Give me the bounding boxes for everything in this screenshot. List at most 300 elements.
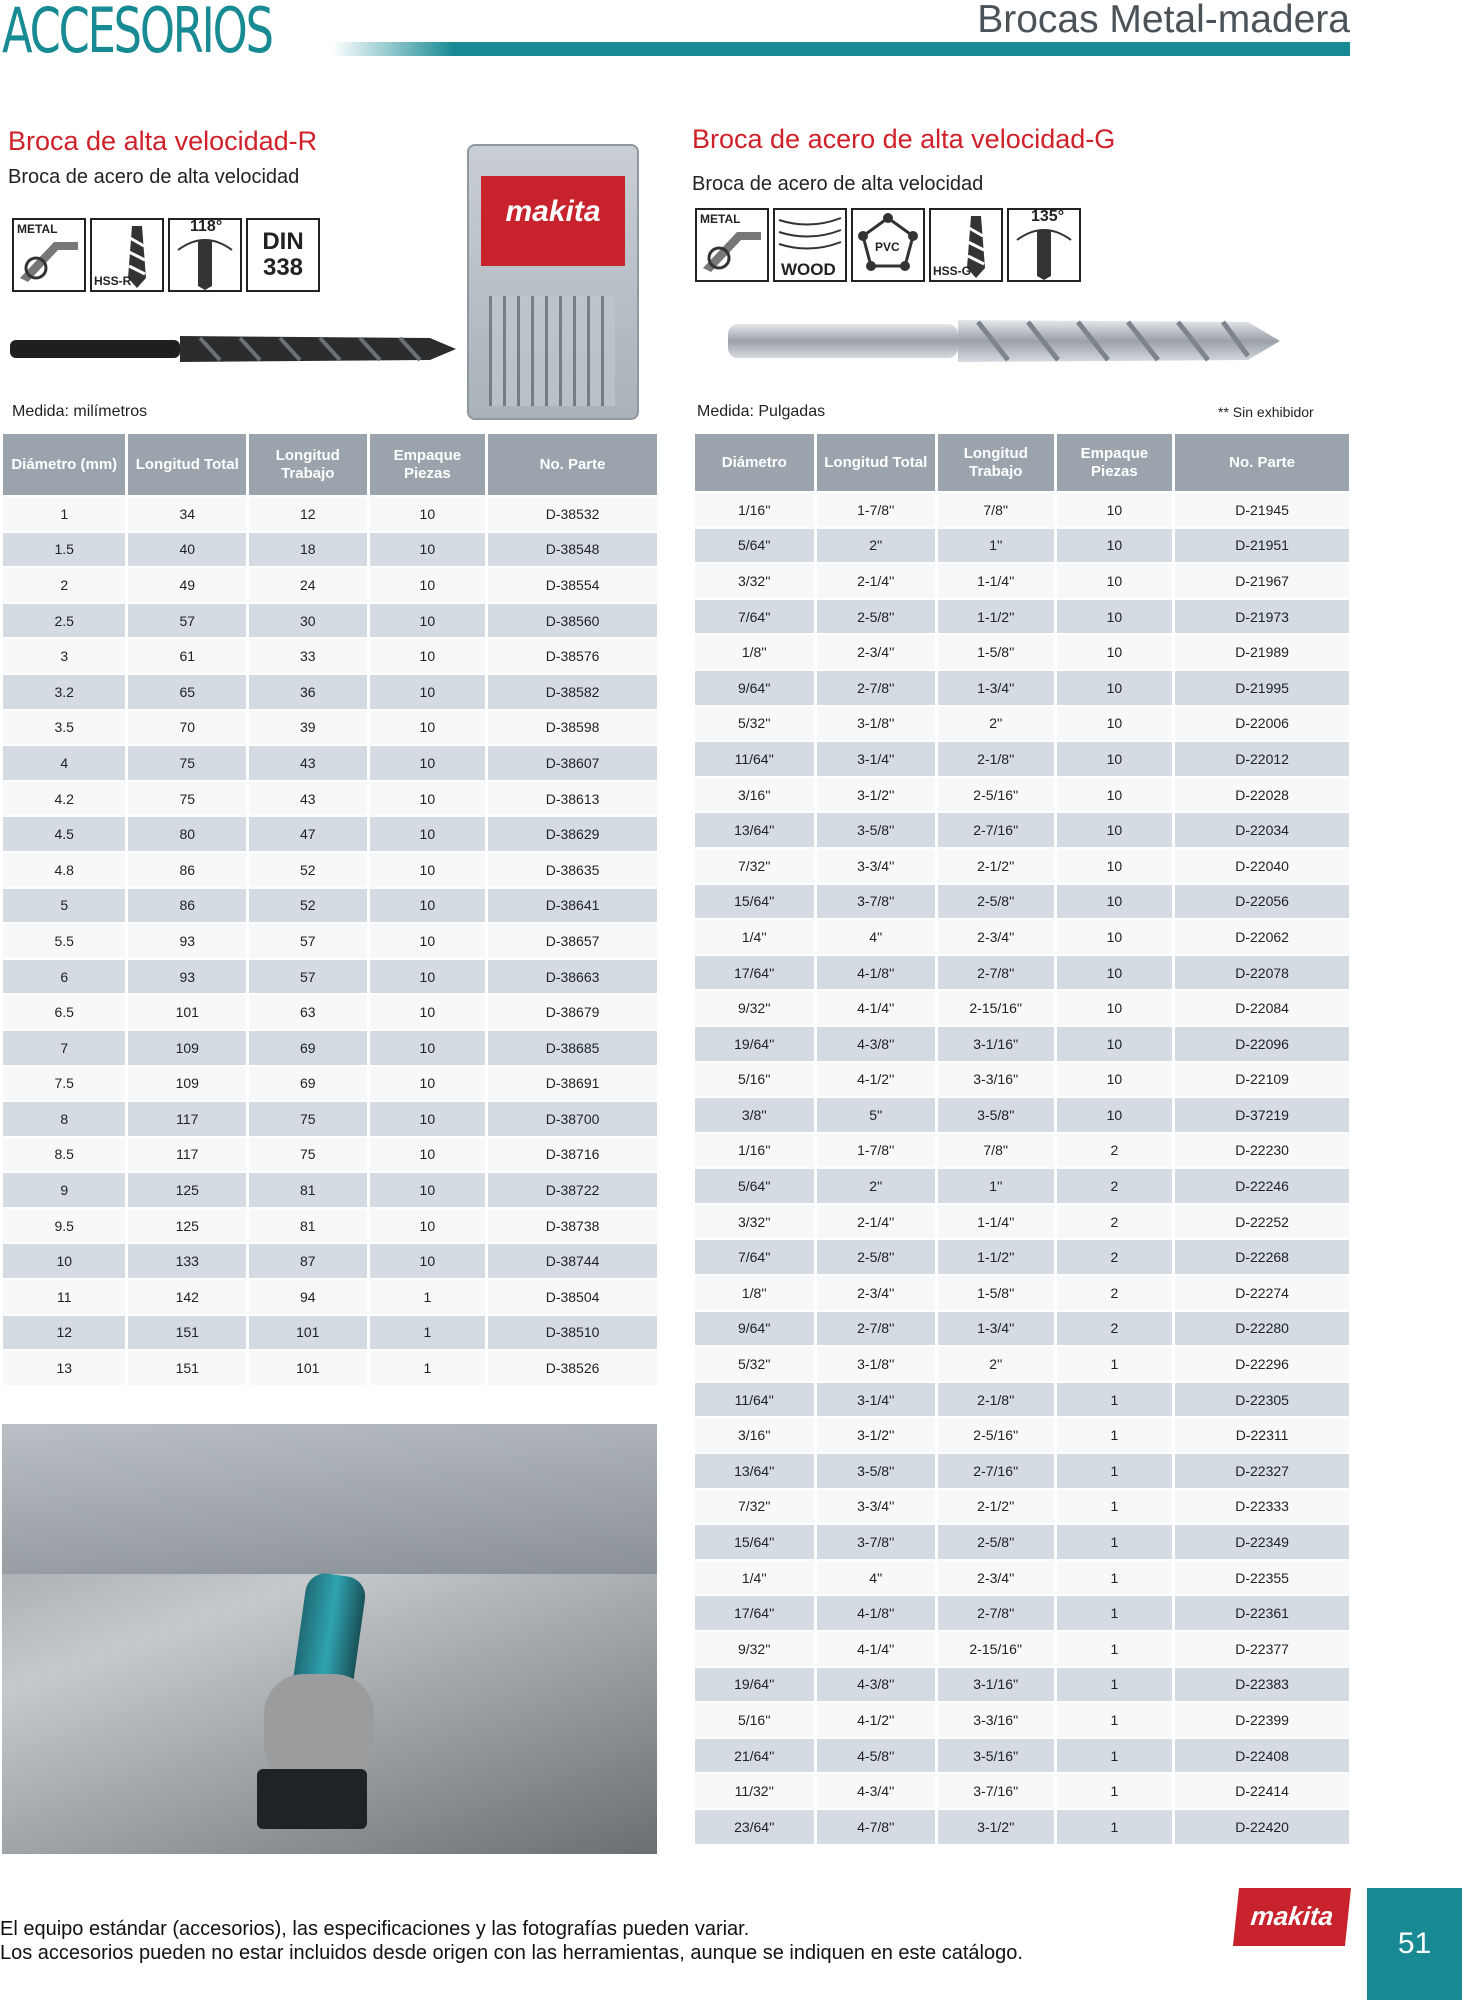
table-cell: D-38629 [488, 817, 657, 851]
table-cell: 2-5/8'' [817, 600, 936, 634]
table-cell: 13/64'' [695, 1454, 814, 1488]
table-row [3, 639, 657, 673]
column-header: Empaque Piezas [1057, 434, 1173, 491]
table-cell: 10 [370, 1102, 486, 1136]
footer-disclaimer-2: Los accesorios pueden no estar incluidos desde origen con las herramientas, aunque se indiquen en este catálogo. [0, 1942, 1023, 1964]
table-row [3, 817, 657, 851]
table-cell: 1 [1057, 1632, 1173, 1666]
table-cell: 4.8 [3, 853, 125, 887]
table-row [695, 493, 1349, 527]
table-cell: 10 [1057, 920, 1173, 954]
table-cell: 2-5/16'' [938, 778, 1054, 812]
table-cell: 5/16'' [695, 1703, 814, 1737]
right-product-title: Broca de acero de alta velocidad-G [692, 124, 1116, 154]
table-row [695, 885, 1349, 919]
table-cell: 80 [128, 817, 246, 851]
column-header: Longitud Trabajo [938, 434, 1054, 491]
table-cell: D-38504 [488, 1280, 657, 1314]
table-cell: 9/64'' [695, 1312, 814, 1346]
table-cell: 3-5/8'' [938, 1098, 1054, 1132]
table-cell: 10 [1057, 956, 1173, 990]
table-cell: 1-3/4'' [938, 1312, 1054, 1346]
table-row [695, 1490, 1349, 1524]
table-cell: 2 [1057, 1205, 1173, 1239]
table-cell: 101 [249, 1316, 367, 1350]
table-cell: 10 [1057, 635, 1173, 669]
table-cell: 3/32'' [695, 1205, 814, 1239]
section-title: Brocas Metal-madera [977, 0, 1350, 41]
table-cell: 10 [370, 711, 486, 745]
table-row [695, 1668, 1349, 1702]
table-cell: D-21967 [1175, 564, 1349, 598]
table-cell: D-38685 [488, 1031, 657, 1065]
table-cell: 3.5 [3, 711, 125, 745]
column-header: No. Parte [1175, 434, 1349, 491]
table-cell: 87 [249, 1244, 367, 1278]
table-cell: 10 [370, 1067, 486, 1101]
table-row [695, 742, 1349, 776]
table-cell: D-38691 [488, 1067, 657, 1101]
table-cell: D-22252 [1175, 1205, 1349, 1239]
table-cell: 2 [1057, 1276, 1173, 1310]
table-cell: D-38663 [488, 960, 657, 994]
table-cell: 1 [1057, 1561, 1173, 1595]
table-cell: 10 [1057, 849, 1173, 883]
table-cell: 10 [370, 639, 486, 673]
hss-r-icon: HSS-R [90, 218, 164, 292]
photo-ceiling [2, 1424, 657, 1574]
table-cell: 5.5 [3, 924, 125, 958]
table-cell: 3-1/8'' [817, 707, 936, 741]
table-cell: 36 [249, 675, 367, 709]
no-display-note: ** Sin exhibidor [1218, 404, 1314, 420]
footer-disclaimer-1: El equipo estándar (accesorios), las especificaciones y las fotografías pueden variar. [0, 1918, 750, 1940]
table-cell: D-21989 [1175, 635, 1349, 669]
table-row [3, 1316, 657, 1350]
table-cell: 2 [3, 568, 125, 602]
table-cell: D-22109 [1175, 1063, 1349, 1097]
table-cell: D-22274 [1175, 1276, 1349, 1310]
table-row [695, 920, 1349, 954]
table-row [695, 1098, 1349, 1132]
table-cell: 4-3/4'' [817, 1774, 936, 1808]
table-row [695, 1525, 1349, 1559]
table-row [695, 1739, 1349, 1773]
table-cell: 10 [1057, 1027, 1173, 1061]
makita-logo: makita [1233, 1888, 1351, 1946]
hss-g-icon: HSS-G [929, 208, 1003, 282]
table-cell: 3-3/16'' [938, 1063, 1054, 1097]
table-row [3, 1138, 657, 1172]
table-cell: 10 [370, 533, 486, 567]
table-cell: 7/64'' [695, 1240, 814, 1274]
angle-icon: 118° [168, 218, 242, 292]
table-cell: 10 [370, 995, 486, 1029]
table-cell: D-22296 [1175, 1347, 1349, 1381]
table-cell: 125 [128, 1173, 246, 1207]
table-cell: 10 [370, 1138, 486, 1172]
column-header: Longitud Total [128, 434, 246, 495]
table-cell: 10 [370, 889, 486, 923]
column-header: Longitud Total [817, 434, 936, 491]
table-cell: 10 [1057, 742, 1173, 776]
metal-icon: METAL [695, 208, 769, 282]
table-cell: D-21945 [1175, 493, 1349, 527]
table-cell: 2-1/2'' [938, 1490, 1054, 1524]
table-cell: 2'' [817, 529, 936, 563]
table-cell: 1-1/4'' [938, 564, 1054, 598]
table-cell: 13 [3, 1351, 125, 1385]
table-cell: 3-5/16'' [938, 1739, 1054, 1773]
table-cell: D-22028 [1175, 778, 1349, 812]
table-row [3, 568, 657, 602]
table-cell: 2-1/4'' [817, 564, 936, 598]
table-cell: 2-7/8'' [938, 1596, 1054, 1630]
table-row [695, 778, 1349, 812]
table-cell: D-38641 [488, 889, 657, 923]
table-cell: D-38613 [488, 782, 657, 816]
table-cell: D-21951 [1175, 529, 1349, 563]
table-cell: D-22383 [1175, 1668, 1349, 1702]
table-cell: 5 [3, 889, 125, 923]
table-cell: 4'' [817, 920, 936, 954]
table-cell: 3-5/8'' [817, 813, 936, 847]
table-row [3, 711, 657, 745]
right-drill-bit-image [728, 316, 1280, 366]
table-cell: 10 [370, 817, 486, 851]
table-cell: D-37219 [1175, 1098, 1349, 1132]
table-row [3, 1280, 657, 1314]
table-row [695, 1134, 1349, 1168]
table-cell: D-38554 [488, 568, 657, 602]
table-cell: 34 [128, 497, 246, 531]
table-row [695, 671, 1349, 705]
package-brand: makita [481, 176, 625, 266]
table-row [695, 1774, 1349, 1808]
table-row [695, 635, 1349, 669]
package-bits [489, 296, 615, 406]
table-cell: 1 [370, 1280, 486, 1314]
table-row [695, 813, 1349, 847]
table-cell: 2-7/8'' [817, 1312, 936, 1346]
table-cell: 2-7/16'' [938, 813, 1054, 847]
table-cell: 23/64'' [695, 1810, 814, 1844]
table-cell: 3-1/16'' [938, 1027, 1054, 1061]
table-cell: D-22311 [1175, 1418, 1349, 1452]
table-row [3, 1351, 657, 1385]
column-header: Longitud Trabajo [249, 434, 367, 495]
table-row [3, 889, 657, 923]
column-header: No. Parte [488, 434, 657, 495]
table-cell: D-38526 [488, 1351, 657, 1385]
table-row [3, 675, 657, 709]
table-cell: 57 [249, 960, 367, 994]
table-row [695, 1063, 1349, 1097]
table-cell: 10 [370, 568, 486, 602]
table-cell: D-38738 [488, 1209, 657, 1243]
table-cell: 75 [128, 746, 246, 780]
table-cell: 4-1/8'' [817, 956, 936, 990]
table-cell: 1 [1057, 1774, 1173, 1808]
table-cell: 10 [1057, 991, 1173, 1025]
table-cell: 12 [249, 497, 367, 531]
table-cell: 125 [128, 1209, 246, 1243]
table-cell: 17/64'' [695, 956, 814, 990]
table-cell: 1.5 [3, 533, 125, 567]
table-row [695, 1810, 1349, 1844]
table-row [695, 1276, 1349, 1310]
table-cell: D-38560 [488, 604, 657, 638]
table-row [695, 991, 1349, 1025]
table-cell: 1 [1057, 1525, 1173, 1559]
table-cell: 47 [249, 817, 367, 851]
table-cell: 10 [370, 924, 486, 958]
table-cell: D-22377 [1175, 1632, 1349, 1666]
table-cell: 3-1/2'' [817, 778, 936, 812]
table-cell: 10 [1057, 1098, 1173, 1132]
table-cell: 5/64'' [695, 1169, 814, 1203]
table-cell: 109 [128, 1067, 246, 1101]
table-cell: 4-3/8'' [817, 1027, 936, 1061]
table-cell: 10 [1057, 778, 1173, 812]
table-cell: 9.5 [3, 1209, 125, 1243]
table-row [695, 1312, 1349, 1346]
table-cell: 40 [128, 533, 246, 567]
table-cell: 57 [249, 924, 367, 958]
table-cell: 3-1/2'' [817, 1418, 936, 1452]
table-row [695, 1383, 1349, 1417]
table-cell: 2-1/8'' [938, 742, 1054, 776]
left-product-title: Broca de alta velocidad-R [8, 126, 318, 156]
table-cell: 10 [370, 746, 486, 780]
table-cell: 81 [249, 1209, 367, 1243]
table-cell: 151 [128, 1316, 246, 1350]
table-cell: 151 [128, 1351, 246, 1385]
left-measure-label: Medida: milímetros [12, 403, 148, 420]
table-cell: 17/64'' [695, 1596, 814, 1630]
table-cell: D-38598 [488, 711, 657, 745]
table-cell: 9/64'' [695, 671, 814, 705]
table-cell: 52 [249, 889, 367, 923]
table-cell: 1 [3, 497, 125, 531]
table-cell: 5/16'' [695, 1063, 814, 1097]
table-row [3, 533, 657, 567]
table-cell: 1 [1057, 1383, 1173, 1417]
table-cell: 2-3/4'' [938, 1561, 1054, 1595]
table-cell: 19/64'' [695, 1668, 814, 1702]
table-row [695, 1418, 1349, 1452]
table-cell: 2'' [817, 1169, 936, 1203]
category-title: ACCESORIOS [2, 0, 272, 67]
table-cell: D-22420 [1175, 1810, 1349, 1844]
table-cell: D-22280 [1175, 1312, 1349, 1346]
table-cell: 10 [370, 853, 486, 887]
table-cell: 1/8'' [695, 635, 814, 669]
table-cell: 1/16'' [695, 1134, 814, 1168]
angle-icon: 135° [1007, 208, 1081, 282]
table-cell: 10 [370, 1173, 486, 1207]
table-cell: D-22414 [1175, 1774, 1349, 1808]
header-bar [332, 42, 1350, 56]
table-cell: 4-3/8'' [817, 1668, 936, 1702]
table-cell: 1 [1057, 1490, 1173, 1524]
table-row [695, 1454, 1349, 1488]
table-cell: D-22333 [1175, 1490, 1349, 1524]
table-row [3, 782, 657, 816]
left-feature-icons [12, 218, 320, 292]
table-cell: D-38744 [488, 1244, 657, 1278]
table-cell: 3-1/4'' [817, 1383, 936, 1417]
left-product-subtitle: Broca de acero de alta velocidad [8, 166, 300, 188]
table-cell: 2-5/8'' [817, 1240, 936, 1274]
table-cell: D-22355 [1175, 1561, 1349, 1595]
table-cell: D-22408 [1175, 1739, 1349, 1773]
table-cell: 1 [1057, 1347, 1173, 1381]
table-cell: 2-7/16'' [938, 1454, 1054, 1488]
table-cell: 3-7/8'' [817, 885, 936, 919]
table-cell: 2-3/4'' [817, 1276, 936, 1310]
table-cell: 7/32'' [695, 849, 814, 883]
table-cell: 10 [370, 1031, 486, 1065]
table-cell: D-21995 [1175, 671, 1349, 705]
table-row [695, 849, 1349, 883]
table-cell: 9/32'' [695, 1632, 814, 1666]
table-cell: D-22062 [1175, 920, 1349, 954]
table-cell: 7/64'' [695, 600, 814, 634]
table-cell: D-22096 [1175, 1027, 1349, 1061]
table-cell: 2-1/8'' [938, 1383, 1054, 1417]
table-row [695, 1205, 1349, 1239]
table-cell: 1-7/8'' [817, 493, 936, 527]
table-cell: 4-1/4'' [817, 991, 936, 1025]
table-row [695, 1169, 1349, 1203]
table-cell: 10 [370, 1209, 486, 1243]
table-cell: 1 [1057, 1418, 1173, 1452]
table-row [695, 564, 1349, 598]
table-cell: 2-5/8'' [938, 1525, 1054, 1559]
table-cell: 63 [249, 995, 367, 1029]
table-cell: D-38548 [488, 533, 657, 567]
table-cell: 11/64'' [695, 1383, 814, 1417]
table-cell: 9/32'' [695, 991, 814, 1025]
table-cell: D-21973 [1175, 600, 1349, 634]
table-cell: 10 [370, 675, 486, 709]
table-cell: 43 [249, 782, 367, 816]
table-cell: 10 [1057, 600, 1173, 634]
table-row [695, 600, 1349, 634]
table-cell: 6 [3, 960, 125, 994]
table-cell: 2-7/8'' [817, 671, 936, 705]
table-cell: 75 [249, 1138, 367, 1172]
table-cell: 2-5/16'' [938, 1418, 1054, 1452]
table-cell: 5/64'' [695, 529, 814, 563]
table-cell: 3/8'' [695, 1098, 814, 1132]
table-cell: 11 [3, 1280, 125, 1314]
table-cell: 1 [1057, 1703, 1173, 1737]
table-cell: 75 [249, 1102, 367, 1136]
table-cell: D-22305 [1175, 1383, 1349, 1417]
table-cell: 2 [1057, 1134, 1173, 1168]
table-row [3, 924, 657, 958]
table-cell: D-22056 [1175, 885, 1349, 919]
table-cell: 11/32'' [695, 1774, 814, 1808]
table-row [695, 1703, 1349, 1737]
table-cell: 10 [3, 1244, 125, 1278]
table-row [695, 956, 1349, 990]
table-cell: 10 [370, 1244, 486, 1278]
photo-battery [257, 1769, 367, 1829]
table-cell: 19/64'' [695, 1027, 814, 1061]
table-row [3, 995, 657, 1029]
table-cell: 2-3/4'' [817, 635, 936, 669]
table-cell: 1 [370, 1316, 486, 1350]
table-cell: 33 [249, 639, 367, 673]
table-cell: 3-1/16'' [938, 1668, 1054, 1702]
table-cell: D-38576 [488, 639, 657, 673]
table-cell: 2'' [938, 1347, 1054, 1381]
table-cell: 9 [3, 1173, 125, 1207]
table-cell: D-38582 [488, 675, 657, 709]
table-row [3, 604, 657, 638]
table-cell: 3-1/2'' [938, 1810, 1054, 1844]
table-cell: 93 [128, 924, 246, 958]
table-cell: 1-1/4'' [938, 1205, 1054, 1239]
pvc-icon: PVC [851, 208, 925, 282]
table-cell: 3-3/4'' [817, 1490, 936, 1524]
table-cell: D-38700 [488, 1102, 657, 1136]
table-cell: 4.2 [3, 782, 125, 816]
table-row [3, 746, 657, 780]
table-cell: D-38635 [488, 853, 657, 887]
table-cell: 2-3/4'' [938, 920, 1054, 954]
table-cell: 11/64'' [695, 742, 814, 776]
table-row [3, 1209, 657, 1243]
table-cell: D-38657 [488, 924, 657, 958]
table-cell: 49 [128, 568, 246, 602]
table-cell: 4-1/8'' [817, 1596, 936, 1630]
table-row [695, 707, 1349, 741]
table-cell: D-22268 [1175, 1240, 1349, 1274]
column-header: Diámetro (mm) [3, 434, 125, 495]
table-cell: D-22327 [1175, 1454, 1349, 1488]
table-cell: D-22034 [1175, 813, 1349, 847]
table-cell: D-22012 [1175, 742, 1349, 776]
table-cell: 2 [1057, 1169, 1173, 1203]
table-cell: 69 [249, 1067, 367, 1101]
table-row [695, 1632, 1349, 1666]
table-cell: 1-5/8'' [938, 635, 1054, 669]
table-cell: 1/8'' [695, 1276, 814, 1310]
table-cell: 1-7/8'' [817, 1134, 936, 1168]
table-cell: 4-1/4'' [817, 1632, 936, 1666]
table-cell: 7/32'' [695, 1490, 814, 1524]
table-cell: 4.5 [3, 817, 125, 851]
table-cell: 2 [1057, 1240, 1173, 1274]
table-cell: 10 [370, 782, 486, 816]
table-cell: 1 [1057, 1810, 1173, 1844]
table-cell: 1 [1057, 1596, 1173, 1630]
table-cell: 15/64'' [695, 885, 814, 919]
table-cell: D-22246 [1175, 1169, 1349, 1203]
table-row [3, 1244, 657, 1278]
table-cell: 7/8'' [938, 1134, 1054, 1168]
table-cell: 4-5/8'' [817, 1739, 936, 1773]
table-cell: 15/64'' [695, 1525, 814, 1559]
table-row [695, 1561, 1349, 1595]
table-cell: 3/32'' [695, 564, 814, 598]
table-cell: 10 [370, 960, 486, 994]
table-row [3, 1067, 657, 1101]
